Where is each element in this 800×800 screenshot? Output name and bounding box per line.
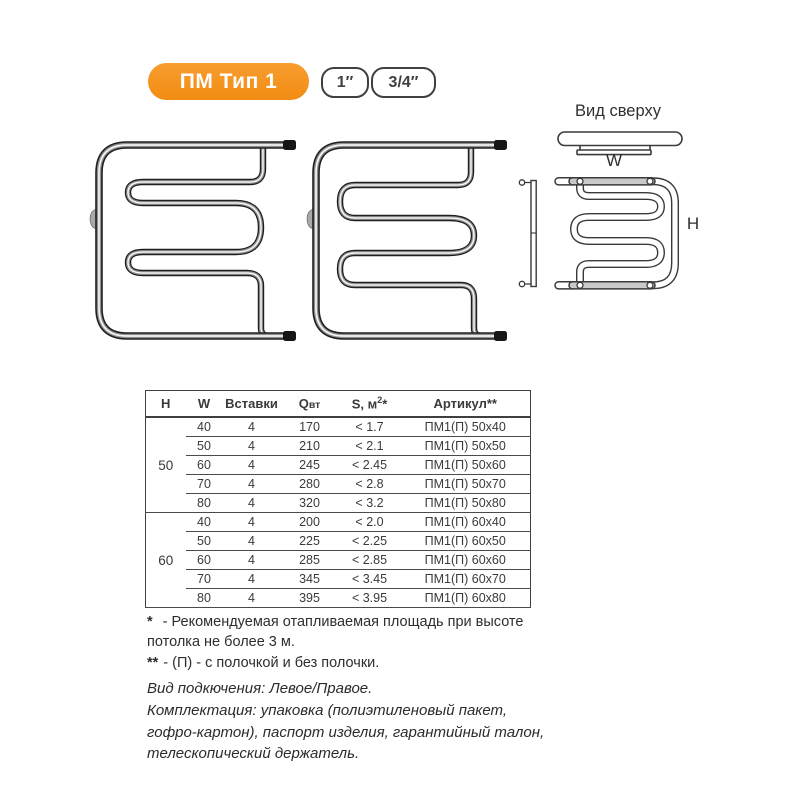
cell-w: 70 (186, 475, 223, 494)
spec-table (145, 390, 531, 608)
cell-article: ПМ1(П) 60x80 (401, 589, 531, 608)
cell-inserts: 4 (223, 551, 281, 570)
cell-article: ПМ1(П) 60x60 (401, 551, 531, 570)
cell-s: < 3.45 (339, 570, 401, 589)
cell-inserts: 4 (223, 417, 281, 437)
product-photo-left (85, 122, 300, 347)
table-row (146, 551, 531, 570)
cell-s: < 2.8 (339, 475, 401, 494)
top-view-label: Вид сверху (575, 102, 661, 120)
cell-article: ПМ1(П) 50x70 (401, 475, 531, 494)
cell-w: 40 (186, 513, 223, 532)
cell-w: 80 (186, 589, 223, 608)
cell-q: 170 (281, 417, 339, 437)
pipe-end-cap (283, 140, 296, 150)
cell-w: 50 (186, 532, 223, 551)
cell-h-group: 60 (146, 513, 186, 608)
width-dimension-label: W (605, 151, 623, 170)
col-header-article: Артикул** (401, 391, 531, 418)
table-row (146, 475, 531, 494)
cell-q: 200 (281, 513, 339, 532)
cell-s: < 2.25 (339, 532, 401, 551)
pipe-end-cap (283, 331, 296, 341)
cell-s: < 3.95 (339, 589, 401, 608)
table-row (146, 513, 531, 532)
cell-s: < 2.0 (339, 513, 401, 532)
cell-inserts: 4 (223, 475, 281, 494)
cell-q: 395 (281, 589, 339, 608)
size-pill-3-4inch: 3/4″ (371, 67, 436, 98)
bottom-bar (555, 282, 655, 289)
cell-article: ПМ1(П) 60x50 (401, 532, 531, 551)
cell-w: 50 (186, 437, 223, 456)
cell-w: 60 (186, 456, 223, 475)
height-dimension-label: H (686, 214, 700, 233)
table-row (146, 589, 531, 608)
table-row (146, 494, 531, 513)
cell-w: 70 (186, 570, 223, 589)
serpentine-tube (128, 146, 269, 336)
cell-q: 210 (281, 437, 339, 456)
cell-q: 225 (281, 532, 339, 551)
cell-w: 40 (186, 417, 223, 437)
footnotes (147, 612, 539, 673)
table-row (146, 417, 531, 437)
col-header-h: H (146, 391, 186, 418)
table-row (146, 437, 531, 456)
cell-article: ПМ1(П) 50x60 (401, 456, 531, 475)
package-contents-text: Комплектация: упаковка (полиэтиленовый пакет, гофро-картон), паспорт изделия, гарантийный талон, телескопический держатель. (147, 701, 545, 763)
cell-inserts: 4 (223, 456, 281, 475)
table-row (146, 532, 531, 551)
cell-q: 320 (281, 494, 339, 513)
cell-article: ПМ1(П) 50x80 (401, 494, 531, 513)
cell-inserts: 4 (223, 437, 281, 456)
cell-article: ПМ1(П) 60x40 (401, 513, 531, 532)
cell-article: ПМ1(П) 50x50 (401, 437, 531, 456)
cell-q: 345 (281, 570, 339, 589)
footnote-text: - (П) - с полочкой и без полочки. (163, 654, 380, 671)
connection-type-text: Вид подкючения: Левое/Правое. (147, 680, 373, 697)
type-badge: ПМ Тип 1 (148, 63, 309, 100)
cell-h-group: 50 (146, 417, 186, 513)
product-photo-right (303, 122, 508, 347)
wall-bracket (519, 180, 536, 287)
cell-w: 60 (186, 551, 223, 570)
cell-article: ПМ1(П) 50x40 (401, 417, 531, 437)
table-header-row (146, 391, 531, 418)
cell-article: ПМ1(П) 60x70 (401, 570, 531, 589)
cell-s: < 3.2 (339, 494, 401, 513)
serpentine-tube (340, 146, 482, 336)
cell-q: 280 (281, 475, 339, 494)
size-pill-1inch: 1″ (321, 67, 369, 98)
footnote-text: - Рекомендуемая отапливаемая площадь при высоте потолка не более 3 м. (147, 614, 524, 651)
cell-inserts: 4 (223, 513, 281, 532)
cell-s: < 2.85 (339, 551, 401, 570)
cell-inserts: 4 (223, 570, 281, 589)
footnote-marker: ** (147, 654, 159, 671)
cell-w: 80 (186, 494, 223, 513)
col-header-s: S, $м^2*$ (339, 391, 401, 418)
table-row (146, 456, 531, 475)
cell-inserts: 4 (223, 589, 281, 608)
cell-s: < 1.7 (339, 417, 401, 437)
pipe-end-cap (494, 331, 507, 341)
table-row (146, 570, 531, 589)
schematic-drawing (505, 120, 725, 305)
footnote-shelf (147, 653, 539, 673)
footnote-area (147, 612, 539, 653)
col-header-w: W (186, 391, 223, 418)
cell-s: < 2.1 (339, 437, 401, 456)
col-header-inserts: Вставки (223, 391, 281, 418)
cell-q: 245 (281, 456, 339, 475)
cell-inserts: 4 (223, 494, 281, 513)
cell-q: 285 (281, 551, 339, 570)
product-details (147, 678, 549, 765)
cell-s: < 2.45 (339, 456, 401, 475)
col-header-q: Qвт (281, 391, 339, 418)
cell-inserts: 4 (223, 532, 281, 551)
top-bar (555, 178, 655, 185)
front-view-serpentine (574, 182, 661, 284)
footnote-marker: * (147, 614, 153, 630)
